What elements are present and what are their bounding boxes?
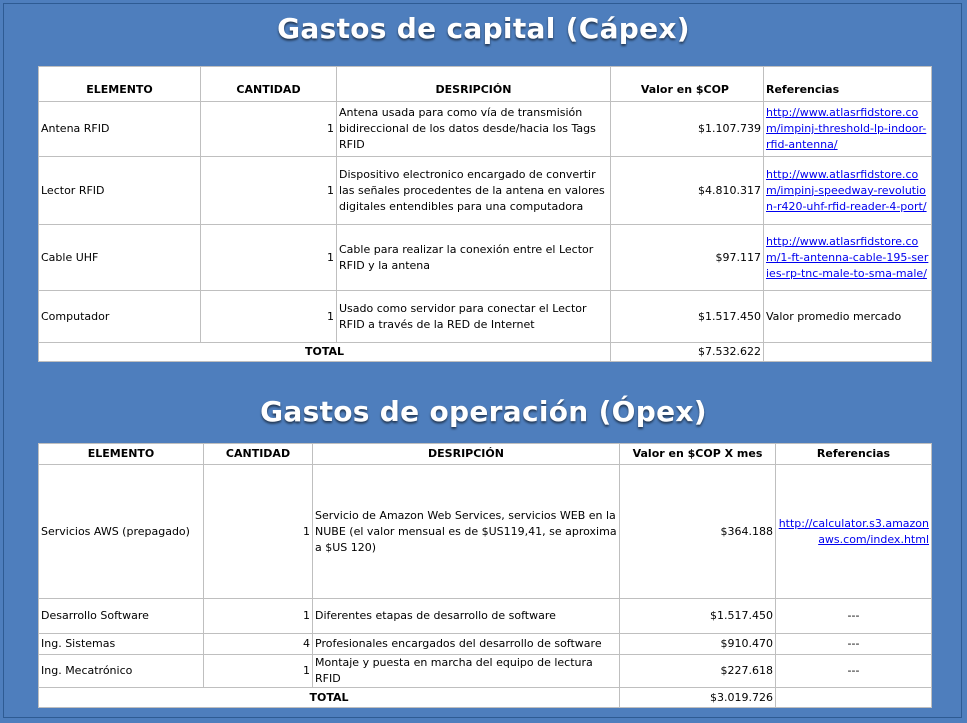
- reference-link[interactable]: http://www.atlasrfidstore.com/impinj-speedway-revolution-r420-uhf-rfid-reader-4-port/: [766, 167, 927, 213]
- opex-header-row: [39, 444, 932, 465]
- table-row: [39, 465, 932, 599]
- cell-cantidad: 1: [201, 225, 337, 291]
- cell-elemento: Ing. Mecatrónico: [39, 655, 204, 688]
- header-valor: Valor en $COP X mes: [620, 444, 776, 465]
- cell-referencia: ---: [776, 634, 932, 655]
- cell-valor: $1.517.450: [620, 599, 776, 634]
- cell-descripcion: Usado como servidor para conectar el Lector RFID a través de la RED de Internet: [337, 291, 611, 343]
- cell-elemento: Cable UHF: [39, 225, 201, 291]
- header-referencias: Referencias: [776, 444, 932, 465]
- header-referencias: Referencias: [764, 67, 932, 102]
- cell-cantidad: 1: [204, 465, 313, 599]
- cell-valor: $97.117: [611, 225, 764, 291]
- table-row: [39, 157, 932, 225]
- capex-header-row: [39, 67, 932, 102]
- cell-descripcion: Antena usada para como vía de transmisión bidireccional de los datos desde/hacia los Tags RFID: [337, 102, 611, 157]
- total-value: $7.532.622: [611, 343, 764, 362]
- cell-referencia: ---: [776, 599, 932, 634]
- cell-descripcion: Cable para realizar la conexión entre el Lector RFID y la antena: [337, 225, 611, 291]
- header-cantidad: CANTIDAD: [204, 444, 313, 465]
- cell-valor: $4.810.317: [611, 157, 764, 225]
- cell-descripcion: Profesionales encargados del desarrollo de software: [313, 634, 620, 655]
- capex-total-row: [39, 343, 932, 362]
- header-descripcion: DESRIPCIÓN: [337, 67, 611, 102]
- cell-referencia: ---: [776, 655, 932, 688]
- total-ref-empty: [776, 688, 932, 708]
- total-value: $3.019.726: [620, 688, 776, 708]
- header-valor: Valor en $COP: [611, 67, 764, 102]
- capex-table: [38, 66, 932, 362]
- header-elemento: ELEMENTO: [39, 444, 204, 465]
- reference-link[interactable]: http://calculator.s3.amazonaws.com/index.html: [778, 516, 929, 546]
- opex-title: Gastos de operación (Ópex): [260, 395, 707, 428]
- cell-referencia: [764, 225, 932, 291]
- table-row: [39, 102, 932, 157]
- cell-referencia: [776, 465, 932, 599]
- table-row: [39, 655, 932, 688]
- cell-elemento: Antena RFID: [39, 102, 201, 157]
- table-row: [39, 634, 932, 655]
- table-row: [39, 225, 932, 291]
- cell-elemento: Servicios AWS (prepagado): [39, 465, 204, 599]
- cell-elemento: Computador: [39, 291, 201, 343]
- total-ref-empty: [764, 343, 932, 362]
- opex-total-row: [39, 688, 932, 708]
- reference-link[interactable]: http://www.atlasrfidstore.com/1-ft-antenna-cable-195-series-rp-tnc-male-to-sma-male/: [766, 234, 929, 280]
- cell-valor: $910.470: [620, 634, 776, 655]
- cell-elemento: Desarrollo Software: [39, 599, 204, 634]
- cell-descripcion: Montaje y puesta en marcha del equipo de lectura RFID: [313, 655, 620, 688]
- cell-valor: $364.188: [620, 465, 776, 599]
- capex-title: Gastos de capital (Cápex): [277, 12, 690, 45]
- cell-cantidad: 4: [204, 634, 313, 655]
- reference-link[interactable]: http://www.atlasrfidstore.com/impinj-threshold-lp-indoor-rfid-antenna/: [766, 106, 927, 151]
- table-row: [39, 291, 932, 343]
- cell-valor: $227.618: [620, 655, 776, 688]
- header-elemento: ELEMENTO: [39, 67, 201, 102]
- cell-elemento: Lector RFID: [39, 157, 201, 225]
- cell-referencia: [764, 157, 932, 225]
- total-label: TOTAL: [39, 688, 620, 708]
- cell-valor: $1.107.739: [611, 102, 764, 157]
- cell-cantidad: 1: [201, 157, 337, 225]
- header-descripcion: DESRIPCIÓN: [313, 444, 620, 465]
- cell-referencia: Valor promedio mercado: [764, 291, 932, 343]
- opex-table: [38, 443, 932, 708]
- cell-valor: $1.517.450: [611, 291, 764, 343]
- table-row: [39, 599, 932, 634]
- cell-cantidad: 1: [204, 655, 313, 688]
- cell-cantidad: 1: [204, 599, 313, 634]
- cell-descripcion: Dispositivo electronico encargado de convertir las señales procedentes de la antena en valores digitales entendibles para una computadora: [337, 157, 611, 225]
- header-cantidad: CANTIDAD: [201, 67, 337, 102]
- cell-cantidad: 1: [201, 291, 337, 343]
- cell-referencia: [764, 102, 932, 157]
- cell-descripcion: Diferentes etapas de desarrollo de software: [313, 599, 620, 634]
- cell-elemento: Ing. Sistemas: [39, 634, 204, 655]
- cell-cantidad: 1: [201, 102, 337, 157]
- cell-descripcion: Servicio de Amazon Web Services, servicios WEB en la NUBE (el valor mensual es de $US119,41, se aproxima a $US 120): [313, 465, 620, 599]
- total-label: TOTAL: [39, 343, 611, 362]
